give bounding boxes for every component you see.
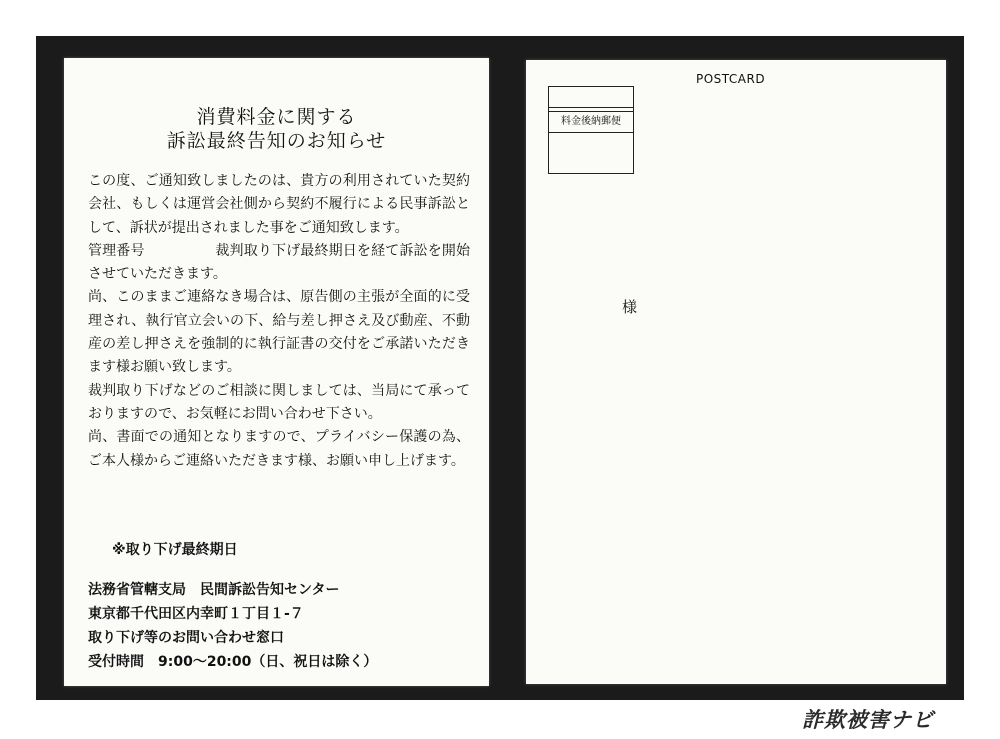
paragraph-2: 管理番号 裁判取り下げ最終期日を経て訴訟を開始させていただきます。 xyxy=(88,242,470,283)
paragraph-1: この度、ご通知致しましたのは、貴方の利用されていた契約会社、もしくは運営会社側から契約不履行による民事訴訟として、訴状が提出されました事をご通知致します。 xyxy=(88,173,470,236)
postage-stamp-box xyxy=(548,86,634,174)
title-line-1: 消費料金に関する xyxy=(196,106,357,128)
paragraph-5: 尚、書面での通知となりますので、プライバシー保護の為、ご本人様からご連絡いただきます様、お願い申し上げます。 xyxy=(88,429,470,469)
postcard-back xyxy=(526,60,946,684)
watermark-logo: 詐欺被害ナビ xyxy=(802,708,934,732)
deadline-label: ※取り下げ最終期日 xyxy=(112,542,238,558)
title-line-2: 訴訟最終告知のお知らせ xyxy=(166,130,387,152)
notice-body xyxy=(88,170,470,473)
recipient-suffix: 様 xyxy=(622,298,638,316)
contact-inquiry: 取り下げ等のお問い合わせ窓口 xyxy=(88,630,284,646)
paragraph-4: 裁判取り下げなどのご相談に関しましては、当局にて承っておりますので、お気軽にお問い合わせ下さい。 xyxy=(88,382,470,422)
stamp-text: 料金後納郵便 xyxy=(549,111,633,133)
photo-frame xyxy=(36,36,964,700)
contact-address: 東京都千代田区内幸町１丁目１-７ xyxy=(88,606,304,622)
postcard-label: POSTCARD xyxy=(696,72,766,86)
paragraph-3: 尚、このままご連絡なき場合は、原告側の主張が全面的に受理され、執行官立会いの下、給与差し押さえ及び動産、不動産の差し押さえを強制的に執行証書の交付をご承諾いただきます様お願い致します。 xyxy=(88,289,470,376)
contact-block xyxy=(88,578,478,674)
postcard-front xyxy=(64,58,489,686)
contact-hours: 受付時間 9:00〜20:00（日、祝日は除く） xyxy=(88,654,378,670)
stamp-rule xyxy=(549,107,633,108)
contact-org: 法務省管轄支局 民間訴訟告知センター xyxy=(88,582,340,598)
